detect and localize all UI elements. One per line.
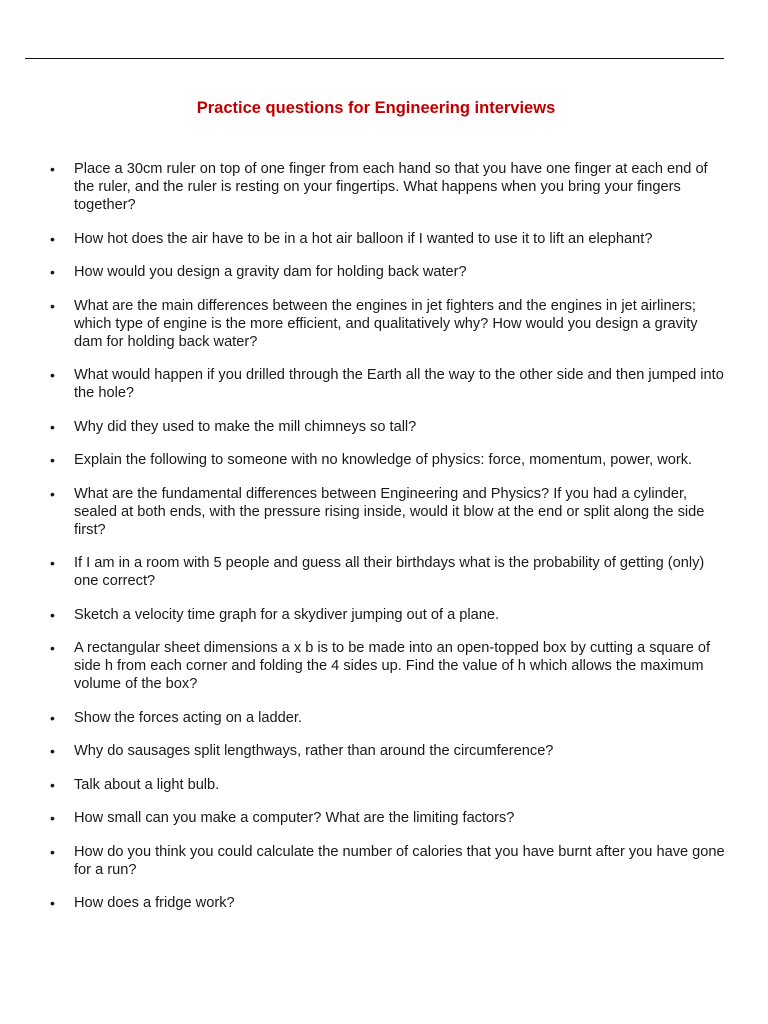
bullet-icon: •: [50, 843, 55, 860]
list-item: [48, 160, 728, 214]
list-item: [48, 843, 728, 879]
list-item: [48, 606, 728, 624]
list-item: [48, 451, 728, 469]
question-text: Show the forces acting on a ladder.: [74, 709, 302, 726]
bullet-icon: •: [50, 640, 55, 656]
bullet-icon: •: [50, 895, 55, 911]
question-list: [48, 160, 728, 928]
bullet-icon: •: [50, 709, 55, 726]
bullet-icon: •: [50, 161, 55, 177]
question-text: Sketch a velocity time graph for a skydiver jumping out of a plane.: [74, 606, 500, 623]
list-item: [48, 894, 728, 912]
bullet-icon: •: [50, 606, 55, 623]
question-text: How does a fridge work?: [74, 895, 235, 911]
bullet-icon: •: [50, 297, 55, 314]
question-text: What would happen if you drilled through the Earth all the way to the other side and then jumped into the hole?: [74, 367, 724, 401]
question-text: Place a 30cm ruler on top of one finger from each hand so that you have one finger at each end of the ruler, and the ruler is resting on your fingertips. What happens when you bring your fingers together?: [74, 161, 708, 213]
top-horizontal-rule: [25, 58, 724, 59]
question-text: Why do sausages split lengthways, rather than around the circumference?: [74, 743, 554, 759]
bullet-icon: •: [50, 810, 55, 826]
bullet-icon: •: [50, 367, 55, 383]
bullet-icon: •: [50, 264, 55, 280]
question-text: Explain the following to someone with no knowledge of physics: force, momentum, power, work.: [74, 452, 693, 468]
question-text: What are the fundamental differences between Engineering and Physics? If you had a cylinder, sealed at both ends, with the pressure rising inside, would it blow at the end or split along the side first?: [74, 485, 705, 538]
question-text: A rectangular sheet dimensions a x b is to be made into an open-topped box by cutting a square of side h from each corner and folding the 4 sides up. Find the value of h which allows the maximum volume of the box?: [74, 640, 711, 692]
list-item: [48, 639, 728, 693]
list-item: [48, 230, 728, 248]
list-item: [48, 263, 728, 281]
document-title: Practice questions for Engineering interviews: [196, 99, 556, 118]
bullet-icon: •: [50, 418, 55, 435]
question-text: How would you design a gravity dam for holding back water?: [74, 264, 467, 280]
list-item: [48, 366, 728, 402]
question-text: How small can you make a computer? What are the limiting factors?: [74, 810, 515, 826]
list-item: [48, 709, 728, 727]
list-item: [48, 297, 728, 351]
list-item: [48, 776, 728, 794]
bullet-icon: •: [50, 452, 55, 468]
list-item: [48, 554, 728, 590]
bullet-icon: •: [50, 776, 55, 793]
bullet-icon: •: [50, 230, 55, 247]
question-text: Talk about a light bulb.: [74, 776, 220, 793]
list-item: [48, 809, 728, 827]
bullet-icon: •: [50, 485, 55, 502]
question-text: How do you think you could calculate the number of calories that you have burnt after you have gone for a run?: [74, 843, 725, 878]
bullet-icon: •: [50, 743, 55, 759]
question-text: What are the main differences between the engines in jet fighters and the engines in jet airliners; which type of engine is the more efficient, and qualitatively why? How would you design a gravity dam for holding back water?: [74, 297, 698, 350]
question-text: Why did they used to make the mill chimneys so tall?: [74, 418, 417, 435]
question-text: How hot does the air have to be in a hot air balloon if I wanted to use it to lift an elephant?: [74, 230, 653, 247]
list-item: [48, 742, 728, 760]
list-item: [48, 418, 728, 436]
list-item: [48, 485, 728, 539]
question-text: If I am in a room with 5 people and guess all their birthdays what is the probability of getting (only) one correct?: [74, 555, 705, 589]
bullet-icon: •: [50, 555, 55, 571]
